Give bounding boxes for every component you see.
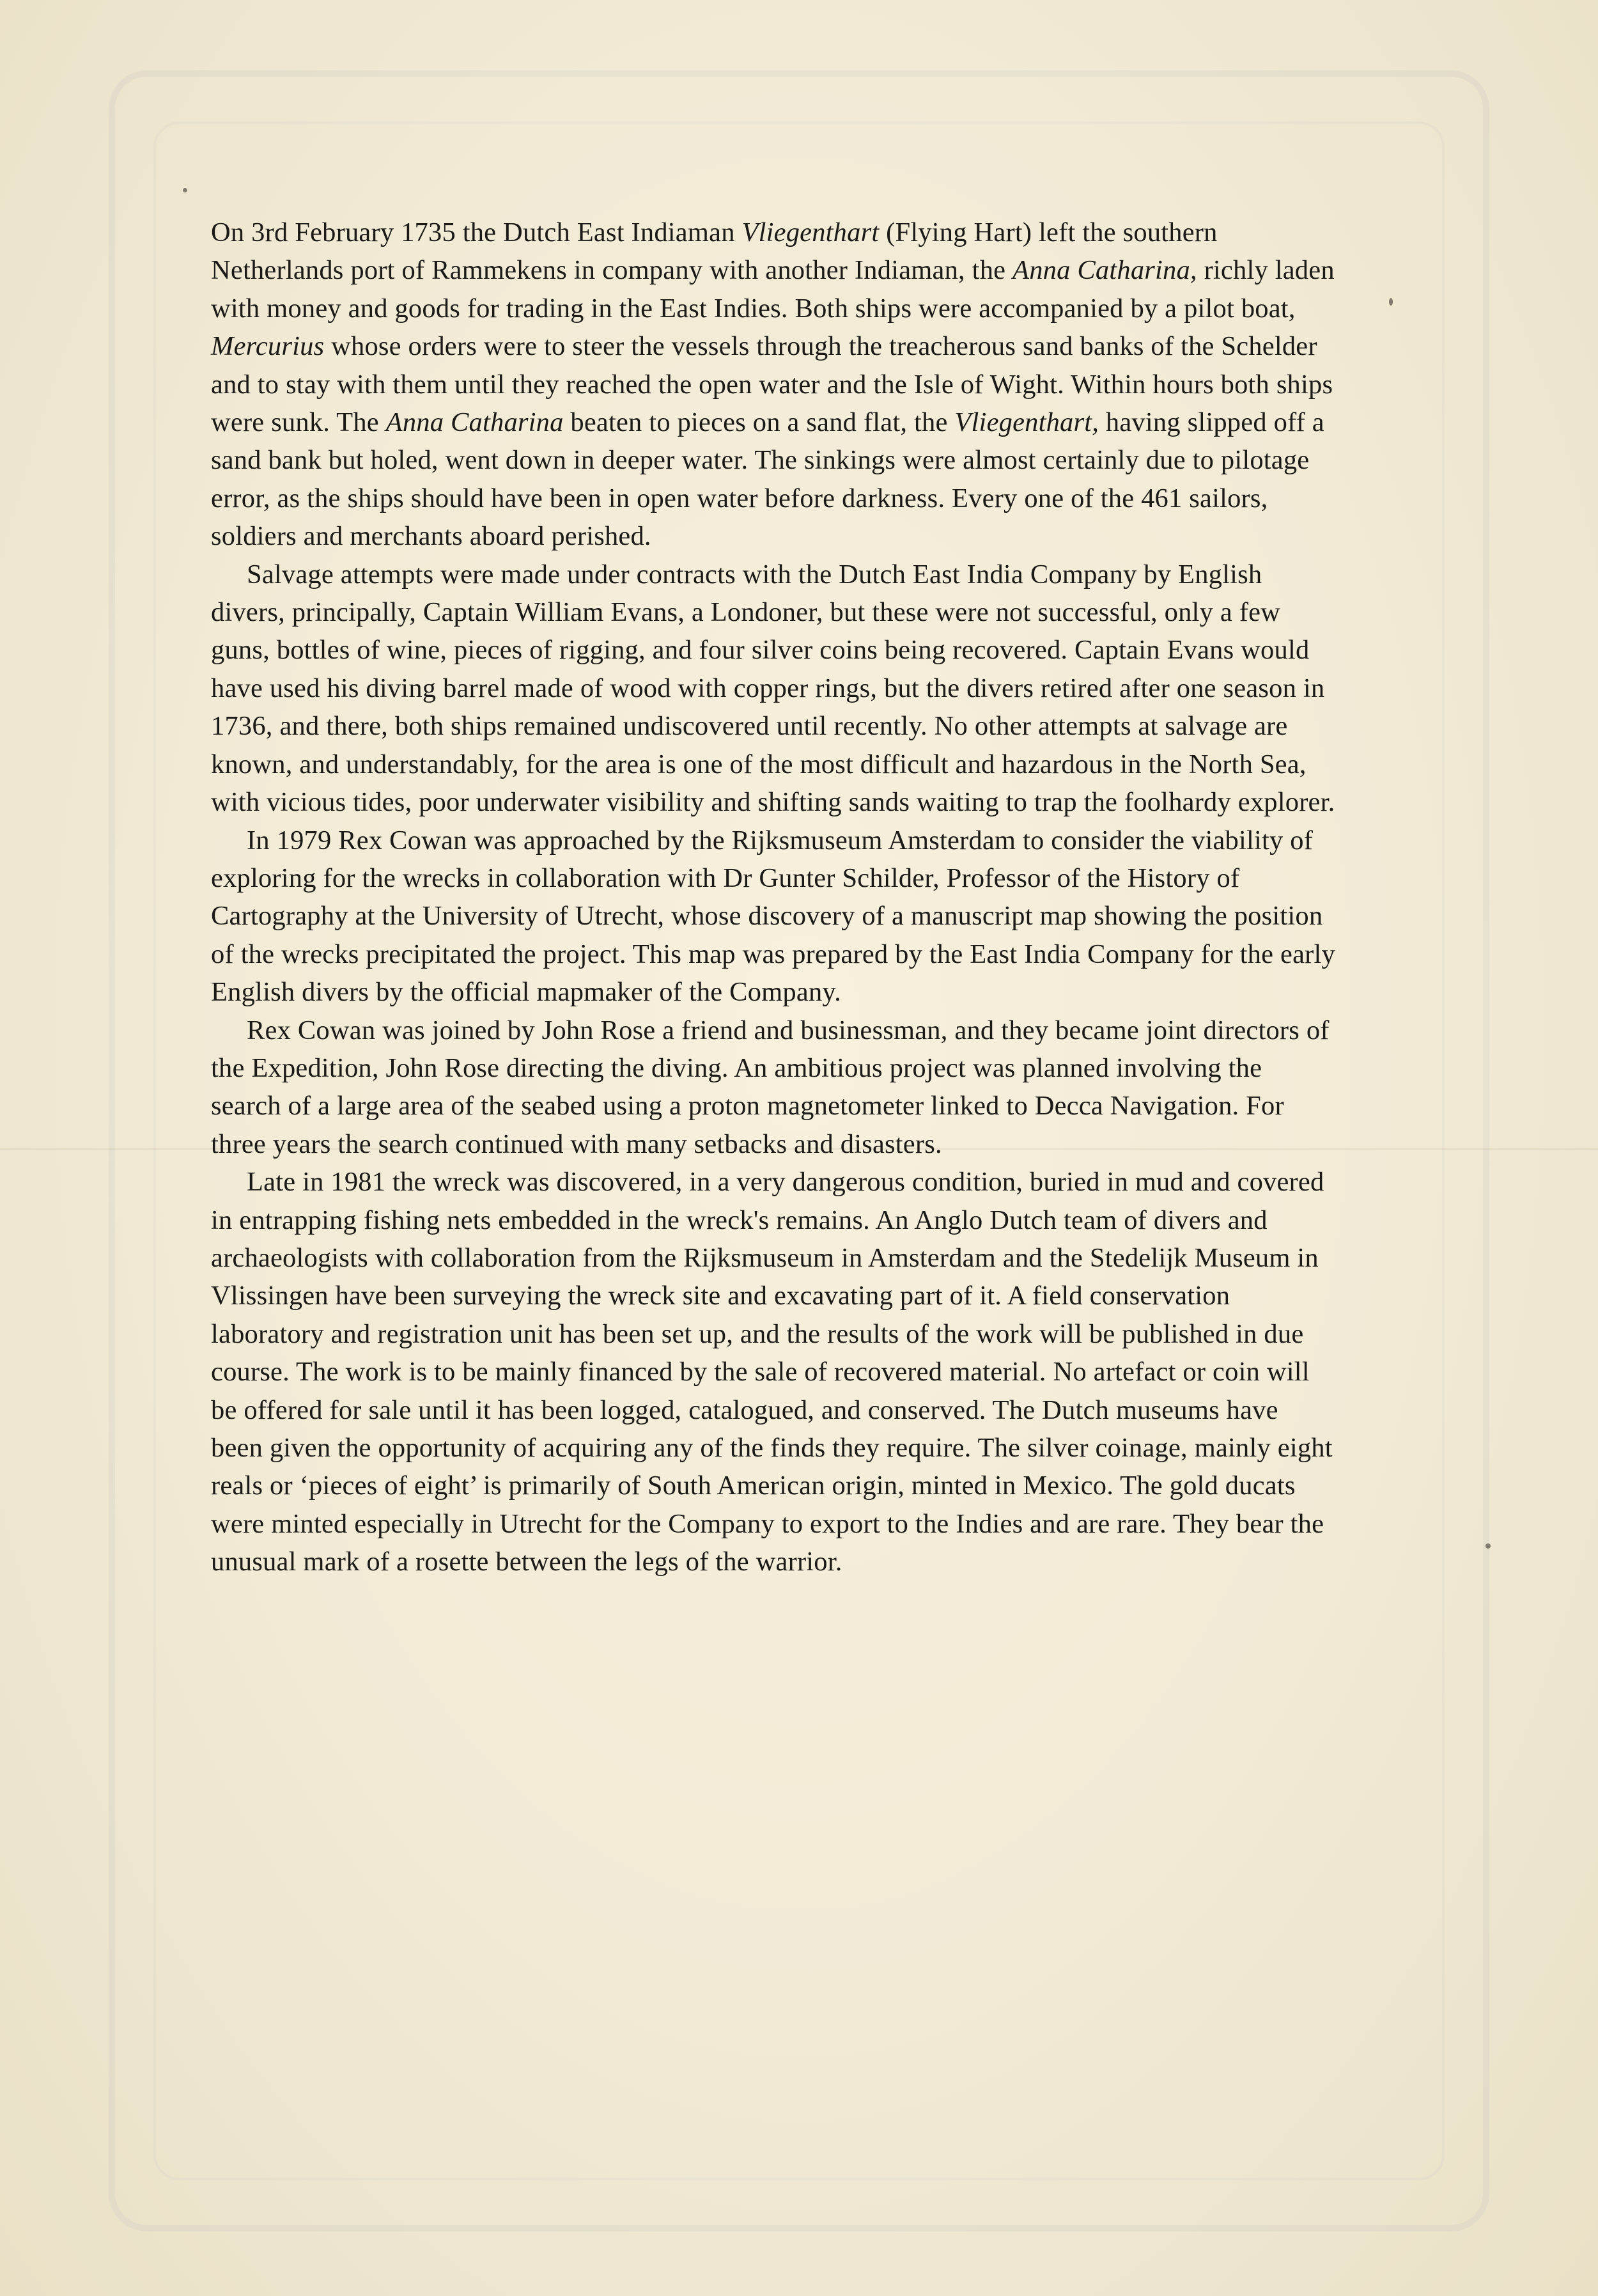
- paper-speck: [183, 188, 187, 192]
- ship-name-italic: Anna Catharina,: [1012, 255, 1197, 286]
- paragraph: [211, 1163, 1336, 1581]
- text-run: whose orders were to steer the vessels through the treacherous sand banks of the Schelder and to stay with them until they reached the open water and the Isle of Wight. Within hours both ships were sunk. The: [211, 331, 1333, 438]
- text-run: beaten to pieces on a sand flat, the: [563, 407, 955, 438]
- article-body: [211, 214, 1336, 1581]
- ship-name-italic: Vliegenthart,: [954, 407, 1099, 438]
- ship-name-italic: Vliegenthart: [741, 217, 880, 247]
- text-run: Rex Cowan was joined by John Rose a friend and businessman, and they became joint directors of the Expedition, John Rose directing the diving. An ambitious project was planned involving the search of a large area of the seabed using a proton magnetometer linked to Decca Navigation. For three years the search continued with many setbacks and disasters.: [211, 1015, 1330, 1159]
- ship-name-italic: Mercurius: [211, 331, 325, 362]
- paragraph: [211, 1011, 1336, 1164]
- text-run: having slipped off a sand bank but holed, went down in deeper water. The sinkings were almost certainly due to pilotage error, as the ships should have been in open water before darkness. Every one of the 461 sailors, soldiers and merchants aboard perished.: [211, 407, 1324, 552]
- ship-name-italic: Anna Catharina: [385, 407, 564, 438]
- text-run: In 1979 Rex Cowan was approached by the Rijksmuseum Amsterdam to consider the viability of exploring for the wrecks in collaboration with Dr Gunter Schilder, Professor of the History of Cartography at the University of Utrecht, whose discovery of a manuscript map showing the position of the wrecks precipitated the project. This map was prepared by the East India Company for the early English divers by the official mapmaker of the Company.: [211, 825, 1335, 1008]
- text-run: richly laden with money and goods for trading in the East Indies. Both ships were accompanied by a pilot boat,: [211, 255, 1335, 324]
- paragraph: [211, 556, 1336, 822]
- text-run: Salvage attempts were made under contracts with the Dutch East India Company by English divers, principally, Captain William Evans, a Londoner, but these were not successful, only a few guns, bottles of wine, pieces of rigging, and four silver coins being recovered. Captain Evans would have used his diving barrel made of wood with copper rings, but the divers retired after one season in 1736, and there, both ships remained undiscovered until recently. No other attempts at salvage are known, and understandably, for the area is one of the most difficult and hazardous in the North Sea, with vicious tides, poor underwater visibility and shifting sands waiting to trap the foolhardy explorer.: [211, 559, 1335, 818]
- paper-speck: [1486, 1543, 1491, 1549]
- text-run: On 3rd February 1735 the Dutch East Indiaman: [211, 217, 742, 247]
- paragraph: [211, 214, 1336, 556]
- paragraph: [211, 822, 1336, 1011]
- paper-speck: [1389, 298, 1393, 306]
- text-run: (Flying Hart) left the southern Netherlands port of Rammekens in company with another Indiaman, the: [211, 217, 1218, 286]
- text-run: Late in 1981 the wreck was discovered, in a very dangerous condition, buried in mud and covered in entrapping fishing nets embedded in the wreck's remains. An Anglo Dutch team of divers and archaeologists with collaboration from the Rijksmuseum in Amsterdam and the Stedelijk Museum in Vlissingen have been surveying the wreck site and excavating part of it. A field conservation laboratory and registration unit has been set up, and the results of the work will be published in due course. The work is to be mainly financed by the sale of recovered material. No artefact or coin will be offered for sale until it has been logged, catalogued, and conserved. The Dutch museums have been given the opportunity of acquiring any of the finds they require. The silver coinage, mainly eight reals or ‘pieces of eight’ is primarily of South American origin, minted in Mexico. The gold ducats were minted especially in Utrecht for the Company to export to the Indies and are rare. They bear the unusual mark of a rosette between the legs of the warrior.: [211, 1167, 1333, 1577]
